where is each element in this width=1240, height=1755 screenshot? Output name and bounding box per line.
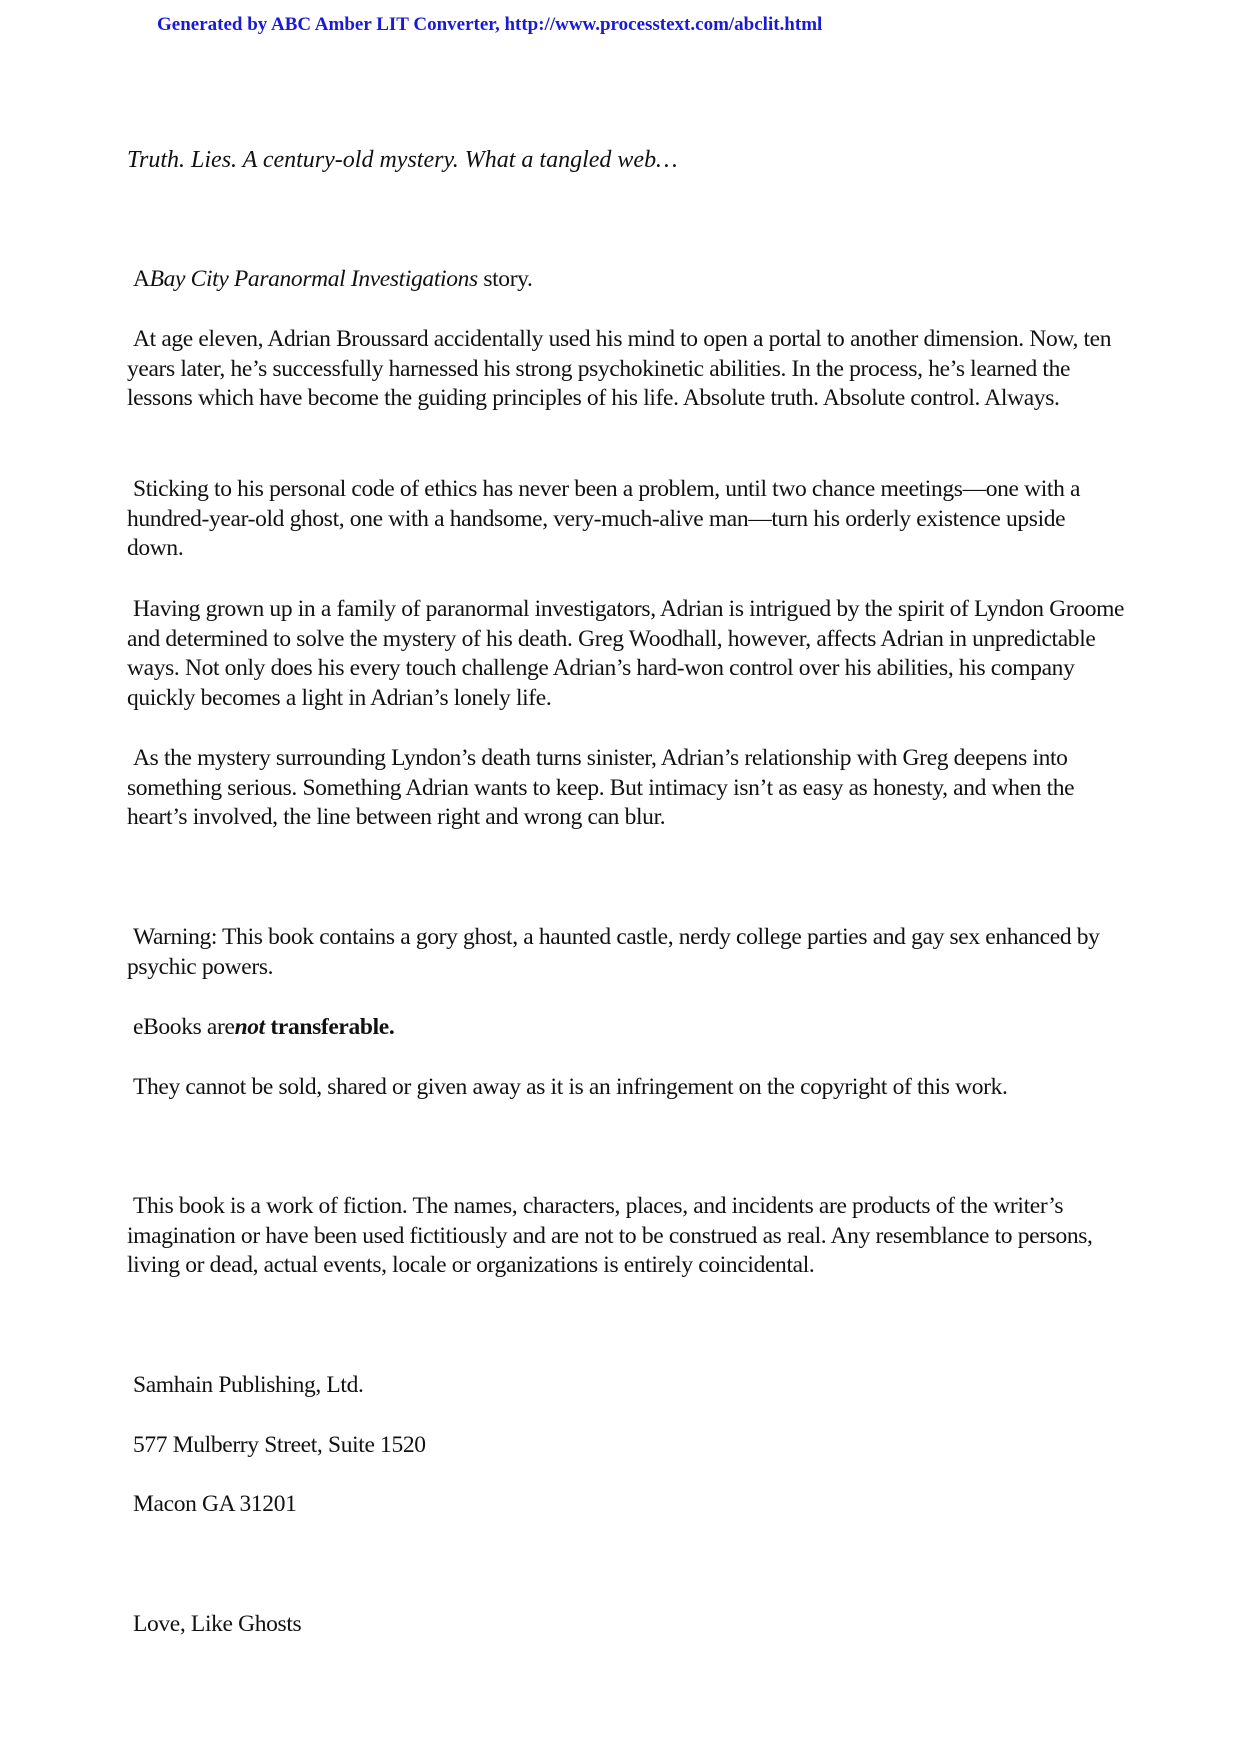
blurb-paragraph-1: At age eleven, Adrian Broussard accidentally used his mind to open a portal to another dimension. Now, ten years later, he’s successfully harnessed his strong psychokinetic abilities. In the process, he’s learned the lessons which have become the guiding principles of his life. Absolute truth. Absolute control. Always. [127, 326, 1112, 412]
publisher-street: 577 Mulberry Street, Suite 1520 [133, 1432, 426, 1458]
series-line [127, 265, 1127, 295]
tagline: Truth. Lies. A century-old mystery. What a tangled web… [127, 147, 678, 173]
ebook-notice [127, 1013, 1127, 1043]
content-warning: Warning: This book contains a gory ghost, a haunted castle, nerdy college parties and gay sex enhanced by psychic powers. [127, 924, 1100, 980]
publisher-city: Macon GA 31201 [133, 1491, 297, 1517]
ebook-notice-suffix: transferable. [264, 1014, 395, 1040]
series-prefix: A [133, 266, 150, 292]
ebook-notice-not: not [234, 1014, 265, 1040]
series-suffix: story. [477, 266, 533, 292]
blurb-paragraph-4: As the mystery surrounding Lyndon’s death turns sinister, Adrian’s relationship with Greg deepens into something serious. Something Adrian wants to keep. But intimacy isn’t as easy as honesty, and when the heart’s involved, the line between right and wrong can blur. [127, 745, 1075, 831]
converter-header: Generated by ABC Amber LIT Converter, http://www.processtext.com/abclit.html [157, 14, 823, 35]
blurb-paragraph-3: Having grown up in a family of paranormal investigators, Adrian is intrigued by the spirit of Lyndon Groome and determined to solve the mystery of his death. Greg Woodhall, however, affects Adrian in unpredictable ways. Not only does his every touch challenge Adrian’s hard-won control over his abilities, his company quickly becomes a light in Adrian’s lonely life. [127, 596, 1125, 711]
series-title: Bay City Paranormal Investigations [149, 266, 478, 292]
fiction-disclaimer: This book is a work of fiction. The names, characters, places, and incidents are products of the writer’s imagination or have been used fictitiously and are not to be construed as real. Any resemblance to persons, living or dead, actual events, locale or organizations is entirely coincidental. [127, 1193, 1093, 1279]
ebook-notice-prefix: eBooks are [133, 1014, 235, 1040]
book-title: Love, Like Ghosts [133, 1611, 302, 1637]
blurb-paragraph-2: Sticking to his personal code of ethics has never been a problem, until two chance meetings—one with a hundred-year-old ghost, one with a handsome, very-much-alive man—turn his orderly existence upside down. [127, 476, 1081, 562]
copyright-notice: They cannot be sold, shared or given away as it is an infringement on the copyright of this work. [133, 1074, 1008, 1100]
publisher-name: Samhain Publishing, Ltd. [133, 1372, 364, 1398]
